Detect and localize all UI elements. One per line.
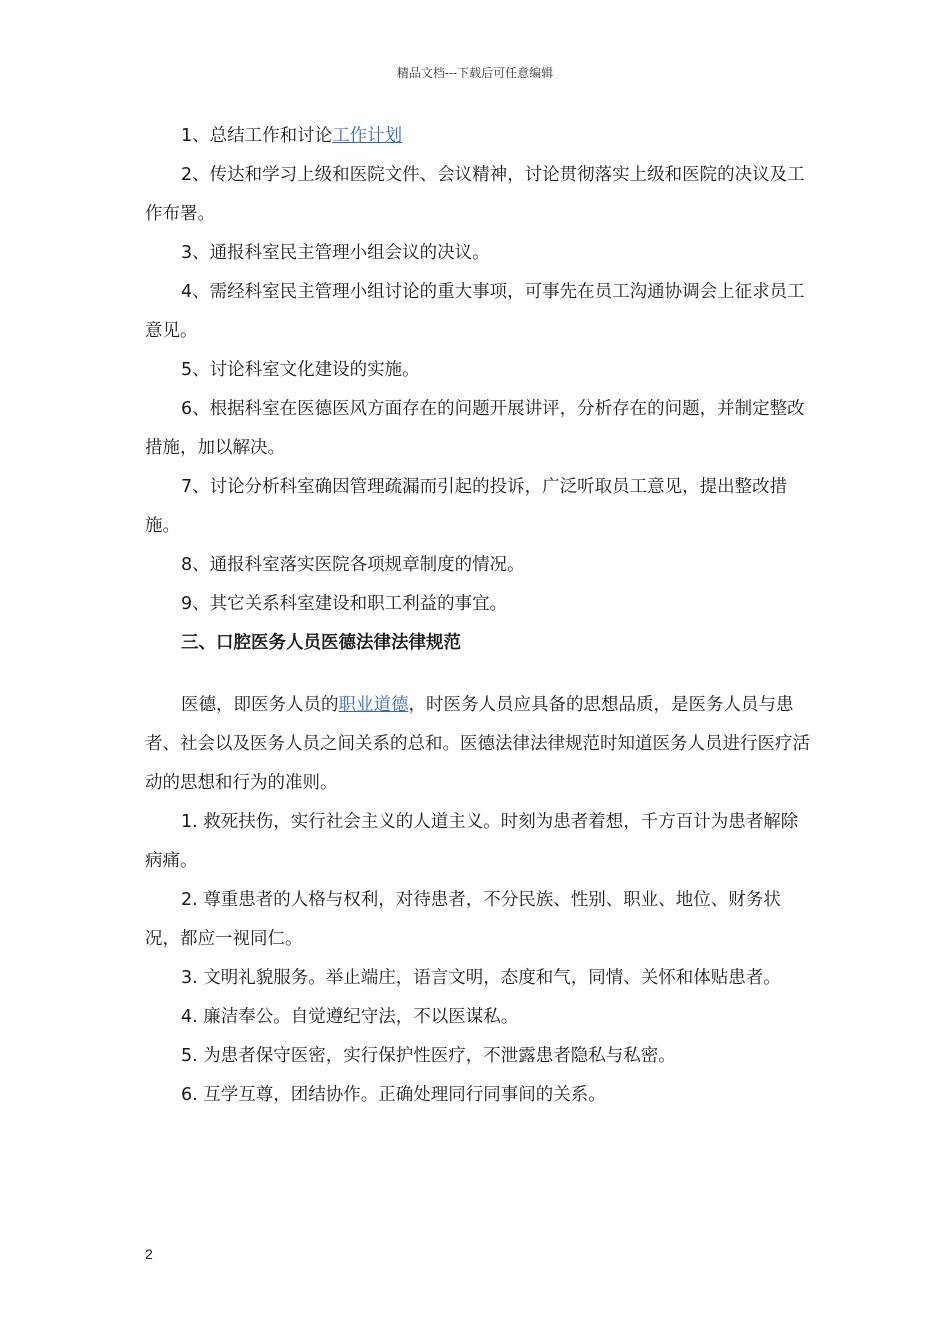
- rule-item: 5. 为患者保守医密，实行保护性医疗，不泄露患者隐私与私密。: [181, 1046, 676, 1066]
- list-item: 4、需经科室民主管理小组讨论的重大事项，可事先在员工沟通协调会上征求员工意见。: [145, 282, 805, 341]
- list-item-text: 1、总结工作和讨论: [181, 126, 333, 146]
- list-item: 5、讨论科室文化建设的实施。: [181, 360, 420, 380]
- rule-item: 2. 尊重患者的人格与权利，对待患者，不分民族、性别、职业、地位、财务状况，都应一视同仁。: [145, 890, 781, 949]
- professional-ethics-link[interactable]: 职业道德: [338, 695, 409, 715]
- list-item: 6、根据科室在医德医风方面存在的问题开展讲评，分析存在的问题，并制定整改措施，加以解决。: [145, 399, 805, 458]
- intro-text-start: 医德，即医务人员的: [181, 695, 339, 715]
- section-intro: [145, 686, 810, 803]
- list-item: 8、通报科室落实医院各项规章制度的情况。: [181, 555, 525, 575]
- section-heading: 三、口腔医务人员医德法律法律规范: [181, 633, 461, 653]
- list-item: 3、通报科室民主管理小组会议的决议。: [181, 243, 490, 263]
- page-header: 精品文档---下载后可任意编辑: [396, 66, 554, 80]
- rule-item: 6. 互学互尊，团结协作。正确处理同行同事间的关系。: [181, 1085, 606, 1105]
- list-item: 7、讨论分析科室确因管理疏漏而引起的投诉，广泛听取员工意见，提出整改措施。: [145, 477, 788, 536]
- work-plan-link[interactable]: 工作计划: [332, 126, 403, 146]
- list-item: [145, 117, 810, 156]
- intro-text-end: ，时医务人员应具备的思想品质，是医务人员与患者、社会以及医务人员之间关系的总和。医德法律法律规范时知道医务人员进行医疗活动的思想和行为的准则。: [145, 695, 810, 793]
- rule-item: 1. 救死扶伤，实行社会主义的人道主义。时刻为患者着想，千方百计为患者解除病痛。: [145, 812, 799, 871]
- document-body: [145, 117, 810, 1115]
- rule-item: 4. 廉洁奉公。自觉遵纪守法，不以医谋私。: [181, 1007, 519, 1027]
- page-number: 2: [145, 1246, 153, 1262]
- list-item: 9、其它关系科室建设和职工利益的事宜。: [181, 594, 508, 614]
- rule-item: 3. 文明礼貌服务。举止端庄，语言文明，态度和气，同情、关怀和体贴患者。: [181, 968, 781, 988]
- section-spacer: [145, 663, 810, 686]
- list-item: 2、传达和学习上级和医院文件、会议精神，讨论贯彻落实上级和医院的决议及工作布署。: [145, 165, 805, 224]
